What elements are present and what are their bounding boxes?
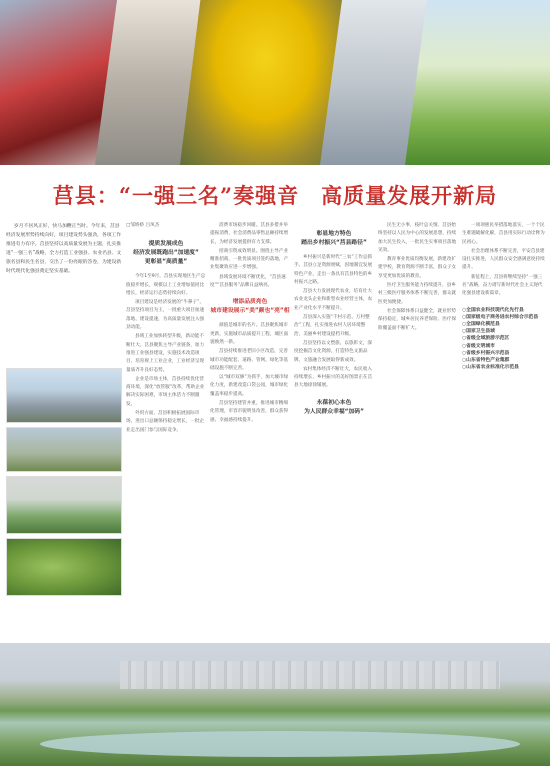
paragraph: 医疗卫生服务能力持续提升，县乡村三级医疗服务体系不断完善，群众就医更加便捷。 [378,283,457,305]
article-column-4 [378,222,458,640]
page-headline [0,180,550,210]
honor-item: ○山东省特色产业集群 [462,358,510,364]
landscape-photo [405,0,550,165]
honor-item: ○国家级电子商务进农村综合示范县 [462,314,539,320]
paragraph: 新征程上，莒县将继续坚持“一强三名”战略，奋力谱写新时代社会主义现代化强县建设新篇章。 [462,274,543,297]
farmland-photo [6,538,122,596]
river-city-aerial-photo [0,643,550,766]
paragraph: 乡村振兴是新时代“三农”工作总抓手。莒县立足资源禀赋，因地制宜发展特色产业，走出一条具有莒县特色的乡村振兴之路。 [294,255,373,285]
lead-paragraph: 岁月不居风正好，快马加鞭正当时。今年来，莒县经济发展形势持续向好，项目建设势头强劲，各项工作推进有力有序。莒县坚持以高质量发展为主题，扎实推进“一强三名”战略，全力打造工业强县、农业名县、文旅名县和民生名县，交出了一份亮眼的答卷，为建设新时代现代化强县奠定坚实基础。 [6,224,122,274]
paragraph: 社会治理体系不断完善，平安莒县建设扎实推进，人民群众安全感满意度持续提升。 [462,248,545,271]
section-title-2: 增添品质亮色 城市建设展示“美”颜也“亮”相 [210,299,290,315]
section-title-1: 提质发展成色 经济发展既跑出“加速度” 更彰显“高质量” [133,241,199,266]
industrial-park-photo [6,368,122,423]
honors-list [462,307,546,372]
article-column-5 [462,222,546,640]
paragraph: 教育事业优质均衡发展，新建改扩建学校，教育资源不断丰富，群众子女享受更加优质的教育。 [378,257,457,279]
paragraph: 莒县深入实施“千村示范、万村整治”工程，扎实推进农村人居环境整治，美丽乡村建设提档升级。 [294,315,370,337]
article-column-1 [126,222,206,640]
section-title-3: 彰显地方特色 踏出乡村振兴“莒县路径” [301,231,367,246]
paragraph: 一项项惠民举措落地落实，一个个民生难题破解化解，莒县用实际行动诠释为民初心。 [462,223,545,245]
left-photo-column [6,368,122,600]
paragraph: 以“城市双修”为抓手，加大城市绿化力度，新建改造口袋公园，城市绿化覆盖率稳步提高。 [210,375,289,397]
honor-item: ○省级乡村振兴示范县 [462,350,510,356]
honor-item: ○全国绿化模范县 [462,322,500,328]
paragraph: 莒县坚持建管并重，推进城市精细化管理，市容市貌明显改善，群众获得感、幸福感持续提升。 [210,401,289,423]
paragraph: 社会保障体系日益健全，就业形势保持稳定，城乡居民养老保险、医疗保险覆盖面不断扩大。 [378,308,457,331]
city-aerial-photo [6,427,122,472]
honor-item: ○山东省农业标准化示范县 [462,365,519,371]
paragraph: 项目建设是经济发展的“牛鼻子”。莒县坚持项目为王，一批重大项目加速落地、建设提速，为高质量发展注入强劲动能。 [126,300,205,331]
paragraph: 消费市场稳步回暖。莒县多措并举提振消费，社会消费品零售总额持续增长，为经济发展提供有力支撑。 [210,223,289,245]
paragraph: 招商引资成效明显。围绕主导产业精准招商，一批优质项目签约落地，产业集聚效应进一步增强。 [210,248,289,271]
paragraph: 县域发展环境不断优化，“莒县速度”“莒县服务”品牌日益响亮。 [210,274,286,289]
article-column-2 [210,222,290,640]
paragraph: 民生无小事，枝叶总关情。莒县始终坚持以人民为中心的发展思想，持续加大民生投入，一批民生实事项目落地见效。 [378,223,457,253]
headline-part2: 高质量发展开新局 [321,183,498,208]
skyline-shape [120,661,500,689]
paragraph: 县域工业加快转型升级，新动能不断壮大。莒县聚焦主导产业链条，加力推进工业强县建设，实施技术改造项目，培育规上工业企业，工业经济呈现量质齐升良好态势。 [126,334,205,373]
headline-part1: 莒县：“一强三名”奏强音 [52,183,300,208]
photo-banner [0,0,550,165]
paragraph: 今年1至9月，莒县实现地区生产总值稳步增长，规模以上工业增加值同比增长，经济运行态势持续向好。 [126,274,206,296]
paragraph: 企业是市场主体，莒县持续优化营商环境，深化“放管服”改革，帮助企业解决实际困难，市场主体活力不断激发。 [126,376,205,407]
paragraph: 外贸方面，莒县积极拓展国际市场，进出口总额保持稳定增长，一批企业走出国门参与国际竞争。 [126,411,205,433]
section-title-4: 永葆初心本色 为人民群众幸福“加码” [304,399,364,415]
byline: □邹娇娇 吕凤杰 [126,223,160,228]
paragraph: 莒县坚持以文塑旅、以旅彰文，深度挖掘莒文化资源，打造特色文旅品牌，文旅融合发展取得新成效。 [294,340,372,363]
paragraph: 莒县持续推进老旧小区改造，完善城市功能配套，道路、管网、绿化等基础设施不断完善。 [210,349,289,371]
honor-item: ○省级全域旅游示范区 [462,336,510,342]
paragraph: 莒县大力发展现代农业，培育壮大农业龙头企业和新型农业经营主体，农业产业化水平不断提升。 [294,289,373,311]
honor-item: ○省级文明城市 [462,343,495,349]
factory-aerial-photo [6,476,122,534]
paragraph: 农村集体经济不断壮大，农民收入持续增长，乡村振兴的美好图景正在莒县大地徐徐铺展。 [294,366,373,389]
river-shape [40,731,520,757]
honor-item: ○全国农业科技现代化先行县 [462,307,524,313]
paragraph: 颜值是城市的名片。莒县聚焦城市更新，实施城市品质提升工程，城区面貌焕然一新。 [210,323,289,345]
honor-item: ○国家卫生县城 [462,329,495,335]
article-column-3 [294,222,374,640]
